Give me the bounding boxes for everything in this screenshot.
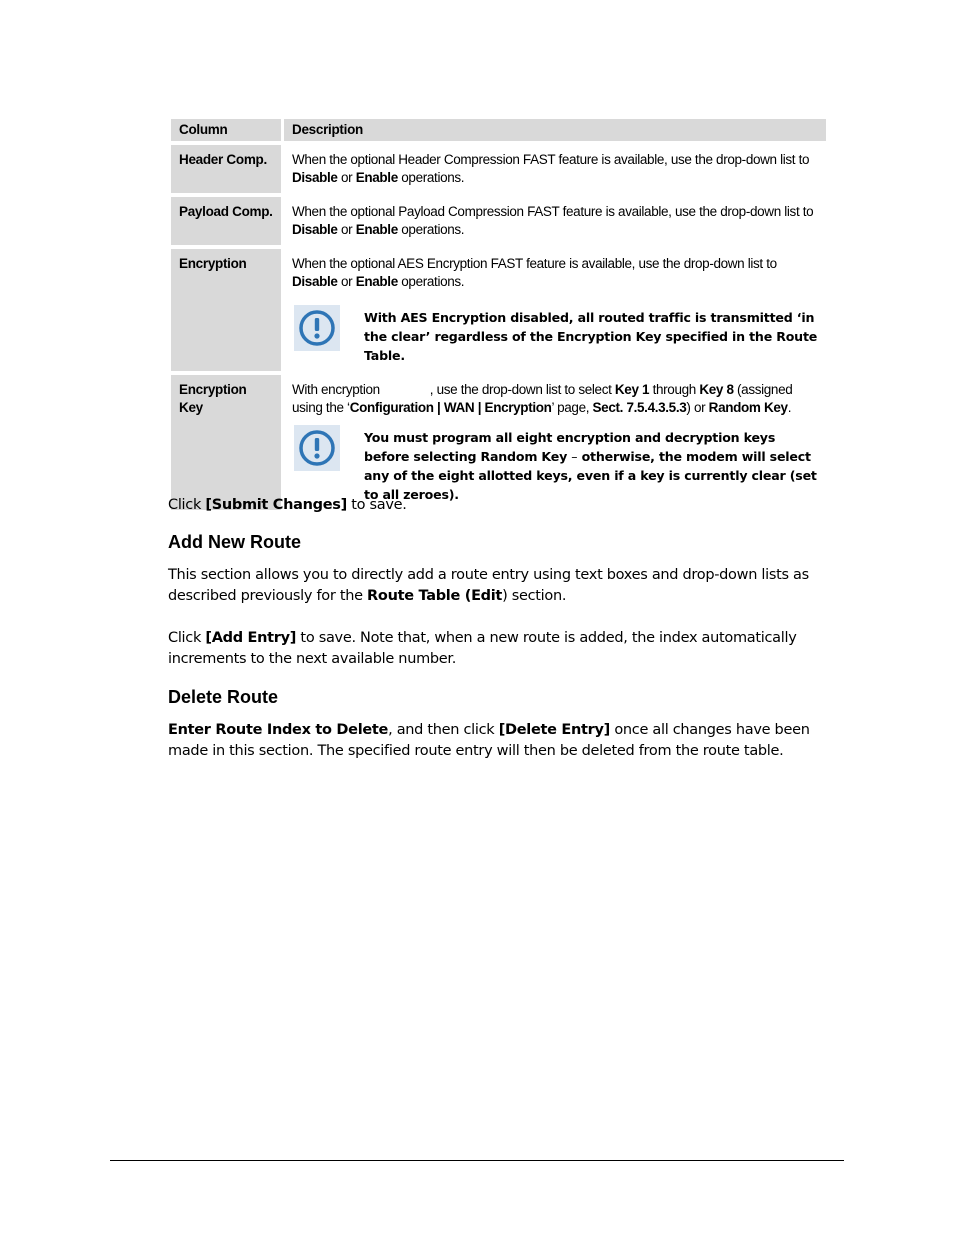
row-name-encryption: Encryption (171, 249, 281, 371)
column-header: Column (171, 119, 281, 141)
encryption-note (292, 305, 818, 365)
table-row (171, 197, 826, 245)
row-name-encryption-key: Encryption Key (171, 375, 281, 510)
encryption-key-note (292, 425, 818, 504)
add-new-route-paragraph: This section allows you to directly add a route entry using text boxes and drop-down lists as described previously for the Route Table (Edit) section. (168, 567, 809, 604)
footer-divider (110, 1160, 844, 1161)
table-row (171, 375, 826, 510)
row-name-header-comp: Header Comp. (171, 145, 281, 193)
encryption-key-description: With encryption , use the drop-down list to select Key 1 through Key 8 (assigned using the ‘Configuration | WAN | Encryption’ page, Sect. 7.5.4.3.5.3) or Random Key. (292, 382, 793, 415)
table-row (171, 249, 826, 371)
row-desc-encryption-key (284, 375, 826, 510)
encryption-description: When the optional AES Encryption FAST feature is available, use the drop-down list to Disable or Enable operations. (292, 256, 777, 289)
row-desc-payload-comp: When the optional Payload Compression FAST feature is available, use the drop-down list to Disable or Enable operations. (292, 204, 814, 237)
encryption-note-text: With AES Encryption disabled, all routed traffic is transmitted ‘in the clear’ regardless of the Encryption Key specified in the Route Table. (364, 310, 818, 363)
field-description-table (168, 115, 829, 514)
row-desc-header-comp: When the optional Header Compression FAST feature is available, use the drop-down list to Disable or Enable operations. (292, 152, 810, 185)
delete-route-paragraph: Enter Route Index to Delete, and then click [Delete Entry] once all changes have been made in this section. The specified route entry will then be deleted from the route table. (168, 722, 810, 759)
table-header-row (171, 119, 826, 141)
delete-route-heading: Delete Route (168, 687, 279, 707)
submit-instruction: Click [Submit Changes] to save. (168, 497, 407, 513)
row-desc-encryption (284, 249, 826, 371)
encryption-key-note-text: You must program all eight encryption and decryption keys before selecting Random Key – otherwise, the modem will select any of the eight allotted keys, even if a key is currently clear (set to all zeroes). (364, 430, 817, 502)
exclamation-circle-icon (294, 305, 340, 351)
add-new-route-heading: Add New Route (168, 532, 301, 552)
add-entry-paragraph: Click [Add Entry] to save. Note that, when a new route is added, the index automatically increments to the next available number. (168, 630, 797, 667)
row-name-payload-comp: Payload Comp. (171, 197, 281, 245)
table-row (171, 145, 826, 193)
description-header: Description (284, 119, 826, 141)
exclamation-circle-icon (294, 425, 340, 471)
